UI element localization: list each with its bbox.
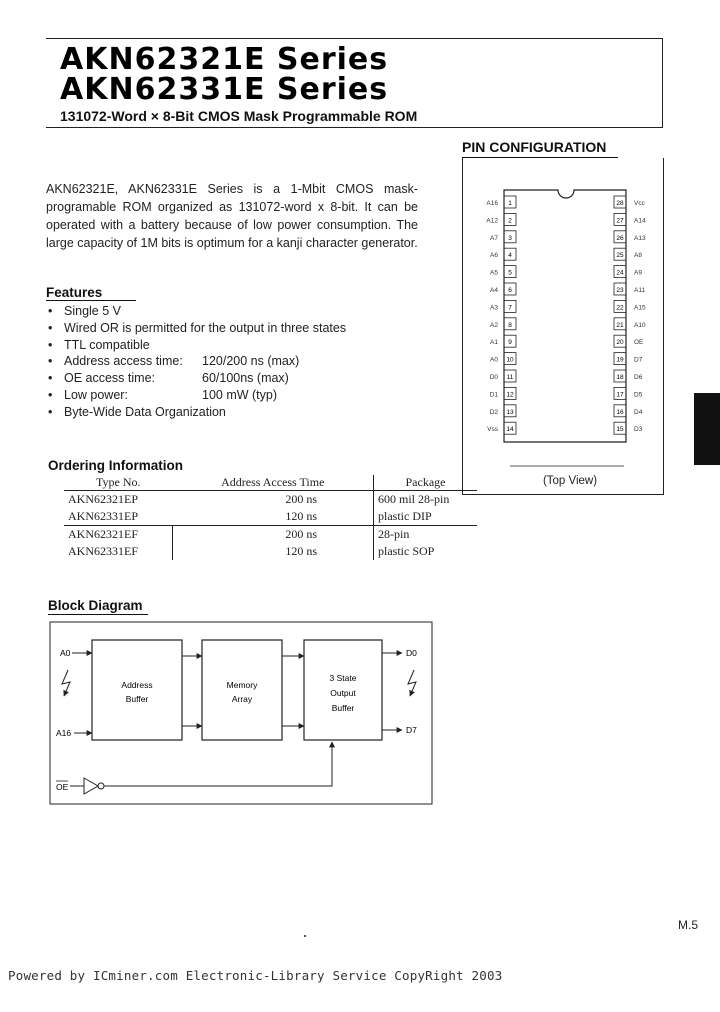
pin-name: D7 [634,356,643,364]
table-row [64,543,477,560]
pin-name: D3 [634,426,643,434]
bus-lightning-icon [408,670,416,696]
feature-label: OE access time: [64,371,155,386]
speck [304,935,306,937]
right-pin-group [614,196,646,434]
access-time-cell: 120 ns [173,543,374,560]
feature-value: 100 mW (typ) [202,387,278,402]
pin-name: A11 [634,287,646,294]
type-cell: AKN62321EF [68,527,139,541]
bullet: • [48,337,53,352]
top-view-label: (Top View) [542,475,598,487]
intro-paragraph: AKN62321E, AKN62331E Series is a 1-Mbit CMOS mask-programable ROM organized as 131072-word x 8-bit. It can be operated with a battery because of low power consumption. The large capacity of 1M bits is optimum for a kanji character generator. [46,182,418,250]
divider [46,300,136,301]
pin-number: 28 [616,200,624,207]
pin-number: 21 [616,321,624,329]
signal-label-d0: D0 [406,648,417,658]
address-buffer-block [92,640,182,740]
column-header-type: Type No. [64,475,173,491]
pin-number: 18 [616,374,624,381]
pin-name: A8 [634,252,642,260]
feature-item [48,320,346,337]
pin-number: 2 [508,217,512,225]
pin-number: 5 [508,269,512,277]
chip-body [504,190,626,442]
pin-number: 26 [616,234,624,242]
feature-label: Address access time: [64,354,183,369]
footer-text: Powered by ICminer.com Electronic-Library Service CopyRight 2003 [8,968,503,983]
pin-name: D4 [634,408,643,416]
feature-item [48,404,346,421]
type-cell: AKN62321EP [68,492,139,506]
diagram-frame [50,622,432,804]
pin-number: 4 [508,252,512,260]
features-list [48,303,346,421]
block-diagram-heading: Block Diagram [48,598,143,613]
bullet: • [48,354,53,369]
block-label: Memory [226,680,258,690]
feature-item [48,387,346,404]
signal-label-a0: A0 [60,648,71,658]
pin-name: A10 [634,321,646,329]
page-number: M.5 [678,918,699,932]
pin-number: 20 [616,339,624,347]
pin-name: A6 [490,252,498,260]
inverter-icon [84,778,98,794]
pin-name: A9 [634,269,642,277]
pin-number: 14 [506,426,514,434]
pin-name: A1 [490,339,498,347]
feature-label: Wired OR is permitted for the output in three states [64,320,347,335]
table-row [64,491,477,509]
pin-name: A12 [486,217,498,225]
block-label: Output [330,688,356,698]
pin-number: 23 [616,287,624,294]
feature-label: Single 5 V [64,304,121,318]
feature-value: 120/200 ns (max) [202,354,300,369]
feature-item [48,353,346,370]
column-header-access-time: Address Access Time [173,475,374,491]
block-label: Buffer [125,694,149,704]
feature-item [48,337,346,354]
pin-number: 6 [508,287,512,294]
bus-lightning-icon [62,670,70,696]
pin-number: 10 [506,356,514,364]
pin-number: 22 [616,304,624,312]
pin-diagram [462,158,662,498]
divider [48,614,148,615]
block-label: Address [121,680,153,690]
pin-name: D6 [634,374,643,381]
pin-number: 1 [508,200,512,207]
pin-name: D0 [489,374,498,381]
block-label: 3 State [329,673,357,683]
table-row [64,508,477,526]
pin-name: A13 [634,234,646,242]
oe-signal-line [104,742,332,786]
pin-name: A3 [490,304,498,312]
bullet: • [48,304,53,318]
access-time-cell: 200 ns [285,492,317,506]
type-cell: AKN62331EF [68,544,139,558]
pin-name: A15 [634,304,646,312]
bullet: • [48,371,53,386]
pin-number: 25 [616,252,624,260]
package-cell: 28-pin [374,526,478,544]
pin-config-title: PIN CONFIGURATION [462,139,607,155]
pin-name: A16 [486,200,498,207]
section-tab-marker [694,393,720,465]
pin-number: 12 [506,391,514,399]
ordering-table [64,475,477,560]
pin-number: 27 [616,217,624,225]
pin-name: Vss [487,426,498,434]
pin-name: A0 [490,356,498,364]
access-time-cell: 200 ns [173,526,374,544]
pin-name: Vcc [634,200,645,207]
block-label: Buffer [331,703,355,713]
bullet: • [48,320,53,335]
pin-name: A14 [634,217,646,225]
pin-name: A4 [490,287,498,294]
pin-number: 3 [508,234,512,242]
package-cell: plastic SOP [374,543,478,560]
pin-name: D1 [489,391,498,399]
pin-name: D2 [489,408,498,416]
pin-number: 16 [616,408,624,416]
pin-number: 11 [506,374,514,381]
subtitle: 131072-Word × 8-Bit CMOS Mask Programmable ROM [60,108,418,124]
signal-label-oe: OE [56,782,69,792]
pin-number: 24 [616,269,624,277]
memory-array-block [202,640,282,740]
access-time-cell: 120 ns [285,509,317,523]
pin-number: 17 [616,391,624,399]
pin-name: A7 [490,234,498,242]
block-label: Array [231,694,253,704]
package-cell: 600 mil 28-pin [374,491,478,509]
block-diagram [46,618,438,808]
bullet: • [48,387,53,402]
pin-number: 19 [616,356,624,364]
ordering-heading: Ordering Information [48,458,183,473]
pin-number: 7 [508,304,512,312]
pin-number: 9 [508,339,512,347]
pin-name: OE [634,339,644,347]
table-row [64,526,477,544]
table-header-row [64,475,477,491]
type-cell: AKN62331EP [68,509,139,523]
features-heading: Features [46,285,103,300]
pin-number: 8 [508,321,512,329]
pin-name: A5 [490,269,498,277]
title-line-2: AKN62331E Series [60,72,389,107]
signal-label-d7: D7 [406,725,417,735]
feature-item [48,370,346,387]
feature-label: Byte-Wide Data Organization [64,404,226,419]
left-pin-group [486,196,516,434]
column-header-package: Package [374,475,478,491]
title-line-1: AKN62321E Series [60,42,389,77]
package-cell: plastic DIP [374,508,478,526]
pin-number: 15 [616,426,624,434]
pin-name: D5 [634,391,643,399]
feature-item [48,303,346,320]
feature-value: 60/100ns (max) [202,371,289,386]
signal-label-a16: A16 [56,728,72,738]
pin-name: A2 [490,321,498,329]
bullet: • [48,404,53,419]
feature-label: TTL compatible [64,337,150,352]
pin-number: 13 [506,408,514,416]
feature-label: Low power: [64,387,128,402]
